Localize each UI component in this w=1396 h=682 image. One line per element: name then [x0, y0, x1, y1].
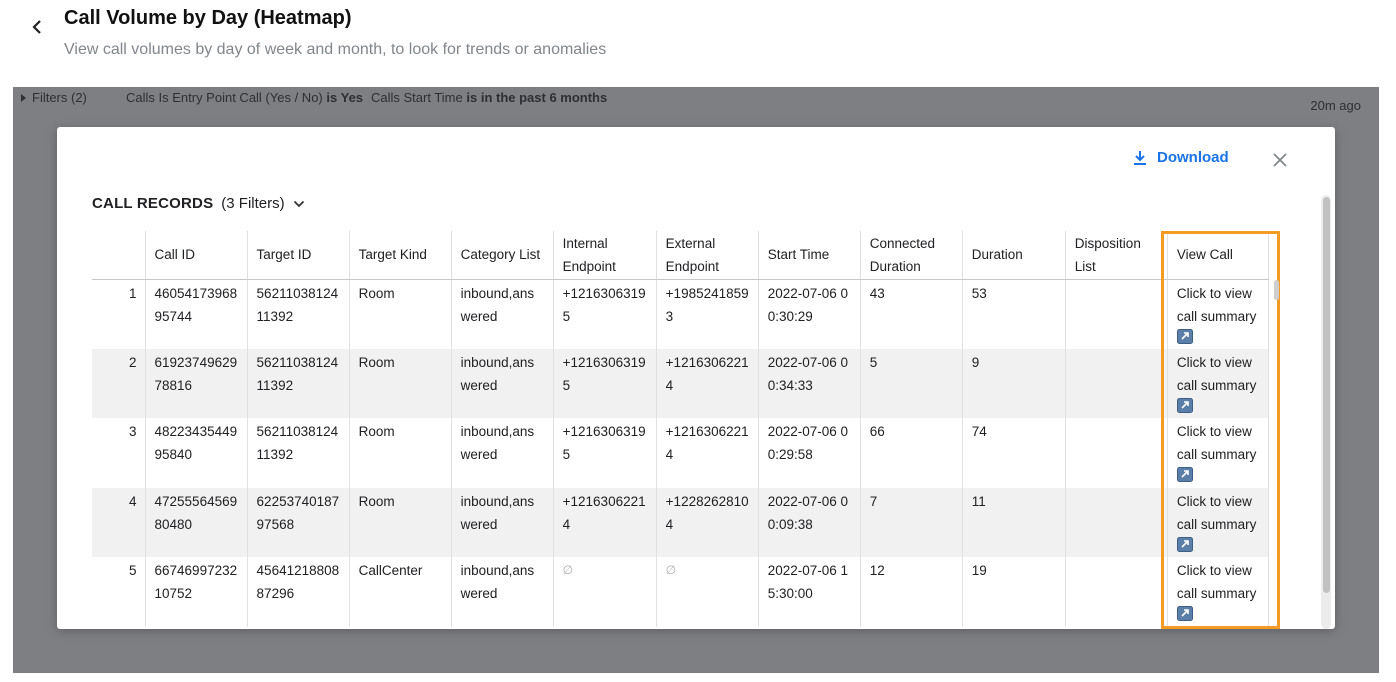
cell-view-call	[1167, 418, 1268, 488]
cell-call-id: 4725556456980480	[145, 488, 247, 558]
cell-target-id: 5621103812411392	[247, 418, 349, 488]
column-header[interactable]: Disposition List	[1065, 231, 1167, 279]
cell-disposition-list	[1065, 488, 1167, 558]
view-call-link[interactable]: Click to view call summary	[1176, 285, 1257, 324]
modal-scrollbar-thumb[interactable]	[1323, 197, 1330, 593]
cell-category-list: inbound,answered	[451, 488, 553, 558]
table-scrollbar[interactable]	[1274, 280, 1279, 300]
cell-duration: 74	[962, 418, 1065, 488]
table-row	[92, 488, 1269, 558]
table-row	[92, 279, 1269, 349]
cell-external-endpoint: +12163062214	[656, 418, 758, 488]
cell-internal-endpoint: ∅	[553, 557, 656, 627]
cell-target-kind: CallCenter	[349, 557, 451, 627]
filters-toggle-label: Filters (2)	[32, 90, 87, 105]
cell-external-endpoint: ∅	[656, 557, 758, 627]
column-header[interactable]: View Call	[1167, 231, 1268, 279]
filter-chip[interactable]	[371, 90, 607, 105]
back-button[interactable]	[26, 16, 48, 38]
chevron-down-icon	[293, 200, 305, 208]
table-row	[92, 349, 1269, 419]
view-call-link[interactable]: Click to view call summary	[1176, 424, 1257, 462]
cell-start-time: 2022-07-06 00:30:29	[758, 279, 860, 349]
column-header[interactable]: Target ID	[247, 231, 349, 279]
cell-target-id: 5621103812411392	[247, 349, 349, 419]
cell-view-call	[1167, 349, 1268, 419]
records-table-container[interactable]	[92, 231, 1277, 629]
cell-external-endpoint: +12282628104	[656, 488, 758, 558]
records-filters-label: (3 Filters)	[221, 195, 285, 212]
column-header[interactable]: External Endpoint	[656, 231, 758, 279]
cell-duration: 9	[962, 349, 1065, 419]
cell-internal-endpoint: +12163063195	[553, 418, 656, 488]
records-title: CALL RECORDS	[92, 195, 214, 212]
close-button[interactable]	[1271, 151, 1289, 169]
column-header[interactable]: Target Kind	[349, 231, 451, 279]
cell-duration: 11	[962, 488, 1065, 558]
cell-target-kind: Room	[349, 488, 451, 558]
close-icon	[1271, 151, 1289, 169]
external-link-icon[interactable]	[1177, 398, 1193, 413]
records-header	[92, 195, 305, 212]
filter-chip[interactable]	[126, 90, 363, 105]
cell-view-call	[1167, 488, 1268, 558]
cell-target-kind: Room	[349, 279, 451, 349]
cell-internal-endpoint: +12163062214	[553, 488, 656, 558]
cell-target-id: 6225374018797568	[247, 488, 349, 558]
page-subtitle: View call volumes by day of week and month, to look for trends or anomalies	[64, 41, 607, 58]
download-icon	[1133, 150, 1147, 166]
external-link-icon[interactable]	[1177, 606, 1193, 621]
table-row	[92, 557, 1269, 627]
cell-category-list: inbound,answered	[451, 418, 553, 488]
table-row	[92, 418, 1269, 488]
cell-connected-duration: 7	[860, 488, 962, 558]
column-header[interactable]: Category List	[451, 231, 553, 279]
cell-internal-endpoint: +12163063195	[553, 349, 656, 419]
cell-start-time: 2022-07-06 15:30:00	[758, 557, 860, 627]
download-label: Download	[1157, 149, 1229, 166]
cell-target-kind: Room	[349, 349, 451, 419]
external-link-icon[interactable]	[1177, 537, 1193, 552]
cell-disposition-list	[1065, 557, 1167, 627]
filter-field: Calls Is Entry Point Call (Yes / No)	[126, 90, 323, 105]
cell-external-endpoint: +19852418593	[656, 279, 758, 349]
cell-duration: 19	[962, 557, 1065, 627]
external-link-icon[interactable]	[1177, 329, 1193, 344]
column-header[interactable]: Connected Duration	[860, 231, 962, 279]
row-number: 1	[92, 279, 145, 349]
filters-toggle[interactable]	[21, 90, 87, 105]
filter-condition: is in the past 6 months	[466, 90, 608, 105]
caret-right-icon	[21, 94, 26, 102]
cell-start-time: 2022-07-06 00:09:38	[758, 488, 860, 558]
view-call-link[interactable]: Click to view call summary	[1176, 354, 1257, 393]
cell-connected-duration: 12	[860, 557, 962, 627]
cell-call-id: 4605417396895744	[145, 279, 247, 349]
cell-connected-duration: 66	[860, 418, 962, 488]
cell-disposition-list	[1065, 418, 1167, 488]
call-records-modal	[57, 127, 1335, 629]
records-filters-dropdown[interactable]	[221, 195, 304, 212]
cell-start-time: 2022-07-06 00:29:58	[758, 418, 860, 488]
column-header[interactable]: Call ID	[145, 231, 247, 279]
cell-category-list: inbound,answered	[451, 557, 553, 627]
view-call-link[interactable]: Click to view call summary	[1176, 493, 1257, 532]
cell-disposition-list	[1065, 279, 1167, 349]
filter-bar	[13, 87, 1379, 113]
table-header-row	[92, 231, 1269, 279]
download-button[interactable]	[1133, 149, 1229, 166]
filter-condition: is Yes	[326, 90, 364, 105]
column-header[interactable]: Start Time	[758, 231, 860, 279]
records-table	[92, 231, 1269, 627]
filter-field: Calls Start Time	[371, 90, 463, 105]
cell-view-call	[1167, 279, 1268, 349]
cell-external-endpoint: +12163062214	[656, 349, 758, 419]
view-call-link[interactable]: Click to view call summary	[1176, 563, 1257, 601]
cell-category-list: inbound,answered	[451, 349, 553, 419]
row-number: 3	[92, 418, 145, 488]
cell-connected-duration: 5	[860, 349, 962, 419]
chevron-left-icon	[32, 19, 42, 35]
cell-category-list: inbound,answered	[451, 279, 553, 349]
cell-start-time: 2022-07-06 00:34:33	[758, 349, 860, 419]
row-number: 2	[92, 349, 145, 419]
cell-disposition-list	[1065, 349, 1167, 419]
column-header[interactable]: Internal Endpoint	[553, 231, 656, 279]
cell-internal-endpoint: +12163063195	[553, 279, 656, 349]
cell-duration: 53	[962, 279, 1065, 349]
last-updated: 20m ago	[1310, 98, 1361, 113]
column-header[interactable]: Duration	[962, 231, 1065, 279]
cell-target-id: 5621103812411392	[247, 279, 349, 349]
cell-target-id: 4564121880887296	[247, 557, 349, 627]
row-number: 4	[92, 488, 145, 558]
cell-call-id: 6674699723210752	[145, 557, 247, 627]
column-header-rownum	[92, 231, 145, 279]
cell-call-id: 4822343544995840	[145, 418, 247, 488]
cell-target-kind: Room	[349, 418, 451, 488]
cell-connected-duration: 43	[860, 279, 962, 349]
external-link-icon[interactable]	[1177, 467, 1193, 482]
row-number: 5	[92, 557, 145, 627]
cell-view-call	[1167, 557, 1268, 627]
cell-call-id: 6192374962978816	[145, 349, 247, 419]
page-title: Call Volume by Day (Heatmap)	[64, 7, 352, 29]
